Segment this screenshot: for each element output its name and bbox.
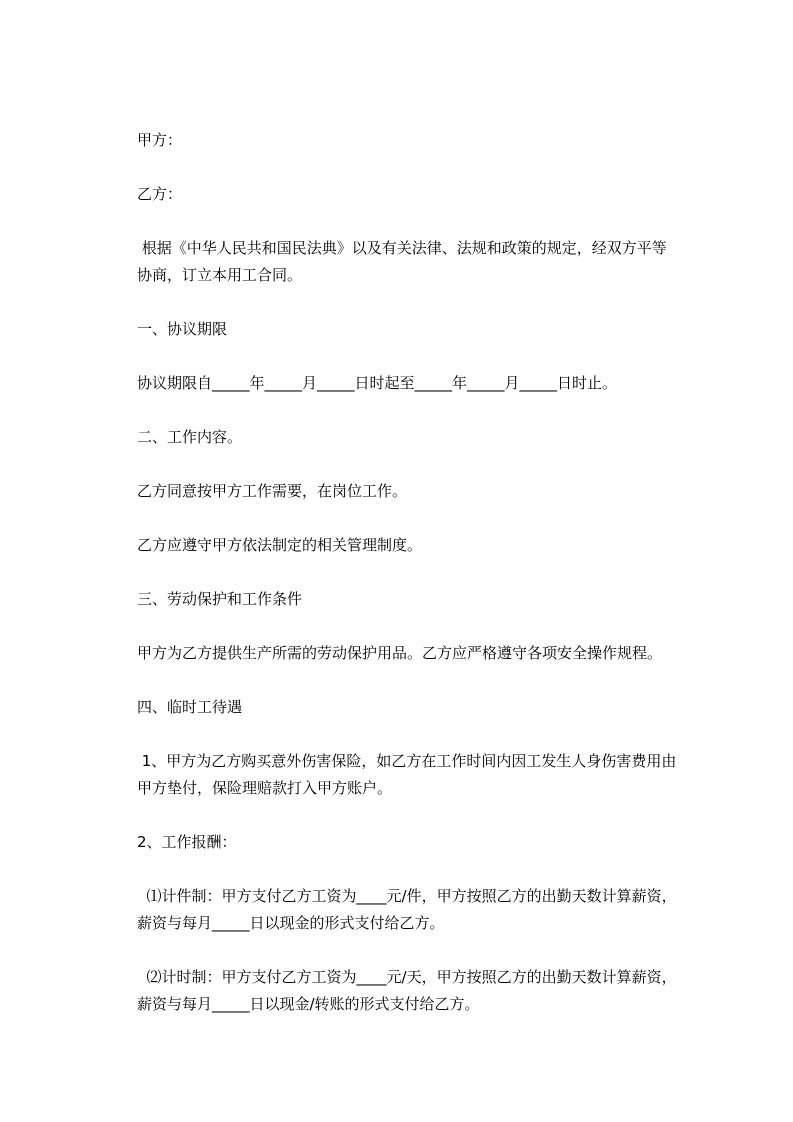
section-3-heading: 三、劳动保护和工作条件	[137, 590, 303, 608]
section-2-item-1: 乙方同意按甲方工作需要，在岗位工作。	[137, 482, 408, 500]
section-4-item-1-line-1: 1、甲方为乙方购买意外伤害保险，如乙方在工作时间内因工发生人身伤害费用由	[137, 752, 677, 770]
pay-piece-rate-line-2: 薪资与每月_____日以现金的形式支付给乙方。	[137, 914, 445, 932]
section-3-text: 甲方为乙方提供生产所需的劳动保护用品。乙方应严格遵守各项安全操作规程。	[137, 644, 663, 662]
section-4-item-1-line-2: 甲方垫付，保险理赔款打入甲方账户。	[137, 779, 393, 797]
party-a-label: 甲方：	[137, 131, 183, 149]
section-2-item-2: 乙方应遵守甲方依法制定的相关管理制度。	[137, 536, 423, 554]
section-1-heading: 一、协议期限	[137, 320, 228, 338]
intro-paragraph-line-2: 协商，订立本用工合同。	[137, 266, 303, 284]
party-b-label: 乙方：	[137, 185, 183, 203]
section-4-item-2-heading: 2、工作报酬：	[137, 833, 237, 851]
pay-time-rate-line-2: 薪资与每月_____日以现金/转账的形式支付给乙方。	[137, 995, 480, 1013]
section-4-heading: 四、临时工待遇	[137, 698, 243, 716]
pay-time-rate-line-1: ⑵计时制：甲方支付乙方工资为____元/天，甲方按照乙方的出勤天数计算薪资，	[137, 968, 677, 986]
section-1-term-text: 协议期限自_____年_____月_____日时起至_____年_____月_____日时止。	[137, 374, 618, 392]
intro-paragraph-line-1: 根据《中华人民共和国民法典》以及有关法律、法规和政策的规定，经双方平等	[137, 239, 667, 257]
pay-piece-rate-line-1: ⑴计件制：甲方支付乙方工资为____元/件，甲方按照乙方的出勤天数计算薪资，	[137, 887, 677, 905]
section-2-heading: 二、工作内容。	[137, 428, 243, 446]
